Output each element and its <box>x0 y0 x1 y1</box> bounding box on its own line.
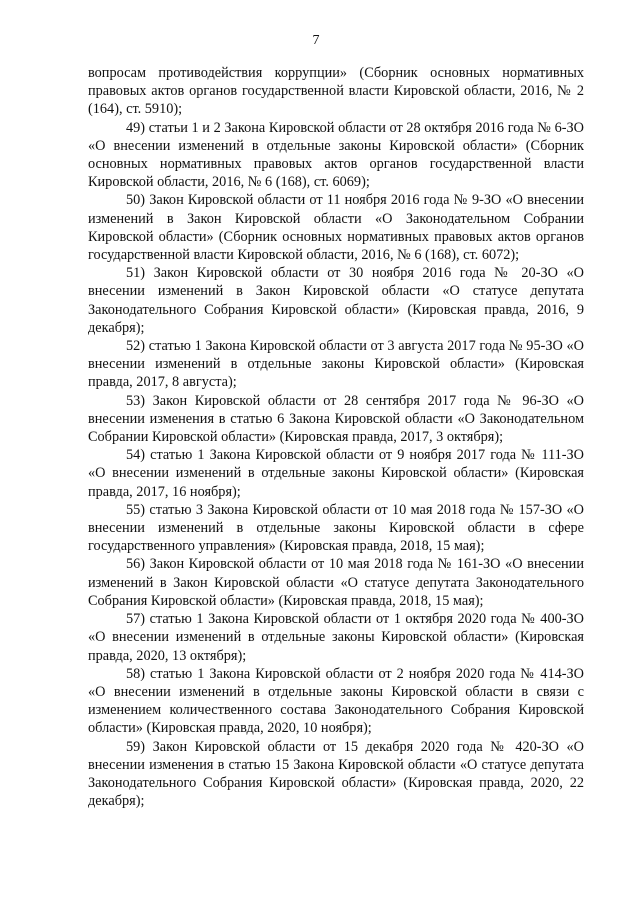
list-item-54: 54) статью 1 Закона Кировской области от 9 ноября 2017 года № 111-ЗО «О внесении изменений в отдельные законы Кировской области» (Кировская правда, 2017, 16 ноября); <box>88 447 584 500</box>
list-item-57: 57) статью 1 Закона Кировской области от 1 октября 2020 года № 400-ЗО «О внесении изменений в отдельные законы Кировской области» (Кировская правда, 2020, 13 октября); <box>88 611 584 664</box>
list-item-53: 53) Закон Кировской области от 28 сентября 2017 года № 96-ЗО «О внесении изменения в статью 6 Закона Кировской области «О Законодательном Собрании Кировской области» (Кировская правда, 2017, 3 октября); <box>88 392 584 446</box>
list-item-49: 49) статьи 1 и 2 Закона Кировской области от 28 октября 2016 года № 6-ЗО «О внесении изменений в отдельные законы Кировской области» (Сборник основных нормативных правовых актов органов государственной власти Кировской области, 2016, № 6 (168), ст. 6069); <box>88 119 584 191</box>
list-item-51: 51) Закон Кировской области от 30 ноября 2016 года № 20-ЗО «О внесении изменений в Закон Кировской области «О статусе депутата Законодательного Собрания Кировской области» (Кировская правда, 2016, 9 декабря); <box>88 265 584 336</box>
document-body <box>88 64 584 810</box>
paragraph-continuation: вопросам противодействия коррупции» (Сборник основных нормативных правовых актов органов государственной власти Кировской области, 2016, № 2 (164), ст. 5910); <box>88 65 584 118</box>
list-item-50: 50) Закон Кировской области от 11 ноября 2016 года № 9-ЗО «О внесении изменений в Закон Кировской области «О Законодательном Собрании Кировской области» (Сборник основных нормативных правовых актов органов государственной власти Кировской области, 2016, № 6 (168), ст. 6072); <box>88 192 584 264</box>
list-item-52: 52) статью 1 Закона Кировской области от 3 августа 2017 года № 95-ЗО «О внесении изменений в отдельные законы Кировской области» (Кировская правда, 2017, 8 августа); <box>88 338 584 391</box>
list-item-58: 58) статью 1 Закона Кировской области от 2 ноября 2020 года № 414-ЗО «О внесении изменений в отдельные законы Кировской области в связи с изменением количественного состава Законодательного Собрания Кировской области» (Кировская правда, 2020, 10 ноября); <box>88 665 584 737</box>
list-item-55: 55) статью 3 Закона Кировской области от 10 мая 2018 года № 157-ЗО «О внесении изменений в отдельные законы Кировской области в сфере государственного управления» (Кировская правда, 2018, 15 мая); <box>88 501 584 555</box>
page-number: 7 <box>312 33 320 48</box>
list-item-56: 56) Закон Кировской области от 10 мая 2018 года № 161-ЗО «О внесении изменений в Закон Кировской области «О статусе депутата Законодательного Собрания Кировской области» (Кировская правда, 2018, 15 мая); <box>88 556 584 609</box>
list-item-59: 59) Закон Кировской области от 15 декабря 2020 года № 420-ЗО «О внесении изменения в статью 15 Закона Кировской области «О статусе депутата Законодательного Собрания Кировской области» (Кировская правда, 2020, 22 декабря); <box>88 738 584 810</box>
